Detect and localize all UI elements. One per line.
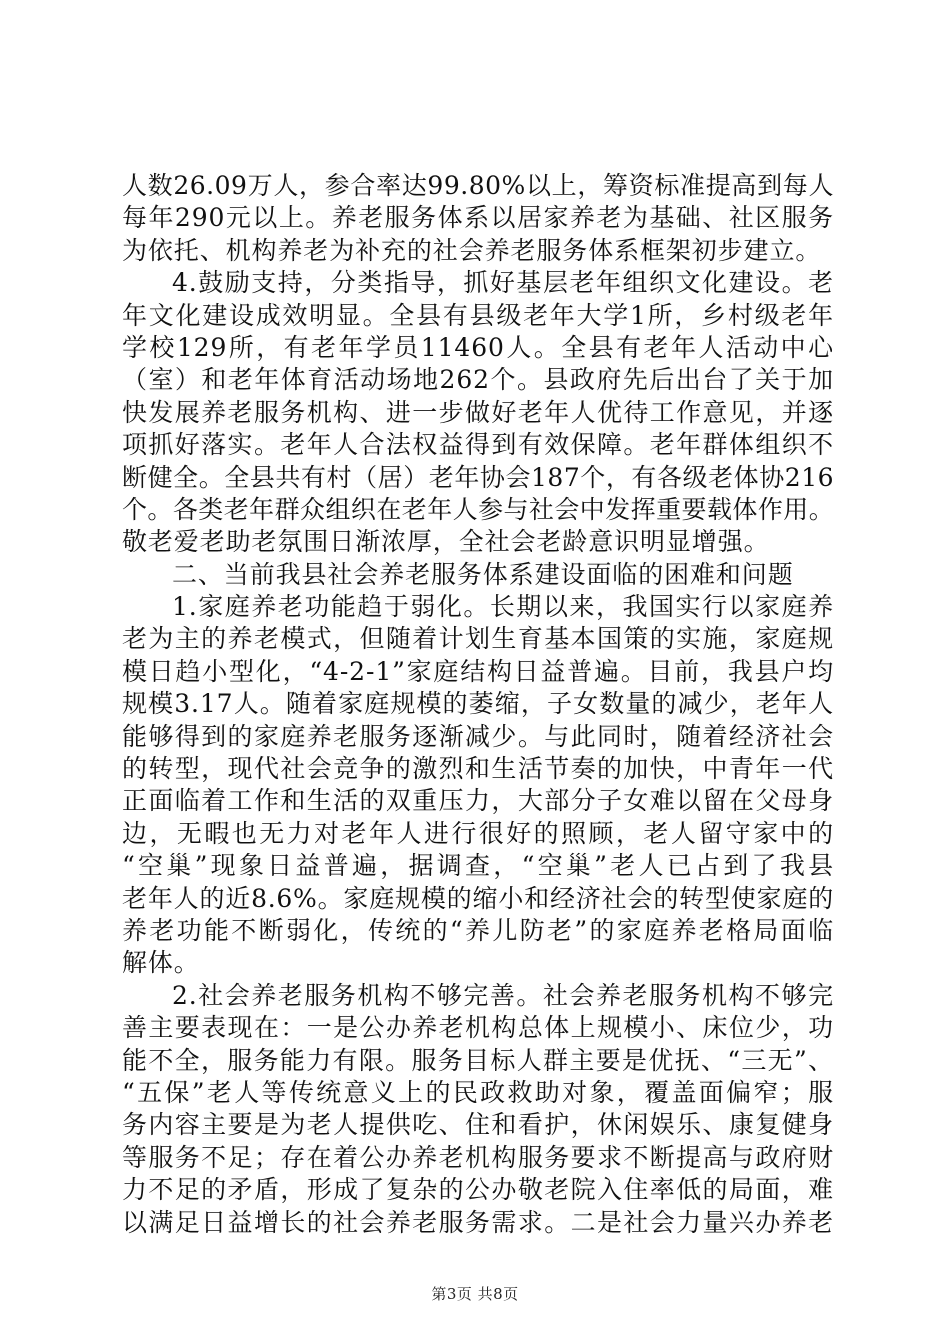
text-line: 断健全。全县共有村（居）老年协会187个，有各级老体协216 (122, 462, 834, 492)
text-line: 老为主的养老模式，但随着计划生育基本国策的实施，家庭规 (122, 624, 834, 654)
text-line: 的转型，现代社会竞争的激烈和生活节奏的加快，中青年一代 (122, 754, 834, 784)
text-line: 力不足的矛盾，形成了复杂的公办敬老院入住率低的局面，难 (122, 1175, 834, 1205)
text-line: 善主要表现在：一是公办养老机构总体上规模小、床位少，功 (122, 1013, 834, 1043)
text-line: 学校129所，有老年学员11460人。全县有老年人活动中心 (122, 332, 834, 362)
text-line: 老年人的近8.6%。家庭规模的缩小和经济社会的转型使家庭的 (122, 883, 834, 913)
text-line: 正面临着工作和生活的双重压力，大部分子女难以留在父母身 (122, 786, 834, 816)
page-footer (0, 1283, 950, 1304)
text-line: 1.家庭养老功能趋于弱化。长期以来，我国实行以家庭养 (172, 592, 834, 622)
text-line: 每年290元以上。养老服务体系以居家养老为基础、社区服务 (122, 203, 834, 233)
text-line: 为依托、机构养老为补充的社会养老服务体系框架初步建立。 (122, 235, 822, 265)
text-line: 以满足日益增长的社会养老服务需求。二是社会力量兴办养老 (122, 1207, 834, 1237)
page-number-label: 第3页 共8页 (431, 1285, 519, 1303)
text-line: 4.鼓励支持，分类指导，抓好基层老年组织文化建设。老 (172, 268, 834, 298)
text-line: 能不全，服务能力有限。服务目标人群主要是优抚、“三无”、 (122, 1045, 834, 1075)
text-line: “空巢”现象日益普遍，据调查，“空巢”老人已占到了我县 (122, 851, 834, 881)
text-line: 项抓好落实。老年人合法权益得到有效保障。老年群体组织不 (122, 430, 834, 460)
text-line: 等服务不足；存在着公办养老机构服务要求不断提高与政府财 (122, 1142, 834, 1172)
text-line: （室）和老年体育活动场地262个。县政府先后出台了关于加 (122, 365, 834, 395)
text-line: 能够得到的家庭养老服务逐渐减少。与此同时，随着经济社会 (122, 721, 834, 751)
text-line: 人数26.09万人，参合率达99.80%以上，筹资标准提高到每人 (122, 171, 834, 200)
document-body (122, 170, 834, 1239)
text-line: 边，无暇也无力对老年人进行很好的照顾，老人留守家中的 (122, 818, 834, 848)
text-line: 快发展养老服务机构、进一步做好老年人优待工作意见，并逐 (122, 397, 834, 427)
text-line: “五保”老人等传统意义上的民政救助对象，覆盖面偏窄；服 (122, 1077, 834, 1107)
text-line: 务内容主要是为老人提供吃、住和看护，休闲娱乐、康复健身 (122, 1110, 834, 1140)
text-line: 年文化建设成效明显。全县有县级老年大学1所，乡村级老年 (122, 300, 834, 330)
text-line: 养老功能不断弱化，传统的“养儿防老”的家庭养老格局面临 (122, 915, 834, 945)
text-line: 个。各类老年群众组织在老年人参与社会中发挥重要载体作用。 (122, 494, 834, 524)
text-line: 二、当前我县社会养老服务体系建设面临的困难和问题 (172, 559, 794, 589)
text-line: 规模3.17人。随着家庭规模的萎缩，子女数量的减少，老年人 (122, 689, 834, 719)
text-line: 2.社会养老服务机构不够完善。社会养老服务机构不够完 (172, 980, 834, 1010)
text-line: 敬老爱老助老氛围日渐浓厚，全社会老龄意识明显增强。 (122, 527, 770, 557)
text-line: 模日趋小型化，“4-2-1”家庭结构日益普遍。目前，我县户均 (122, 656, 834, 686)
text-line: 解体。 (122, 948, 200, 978)
